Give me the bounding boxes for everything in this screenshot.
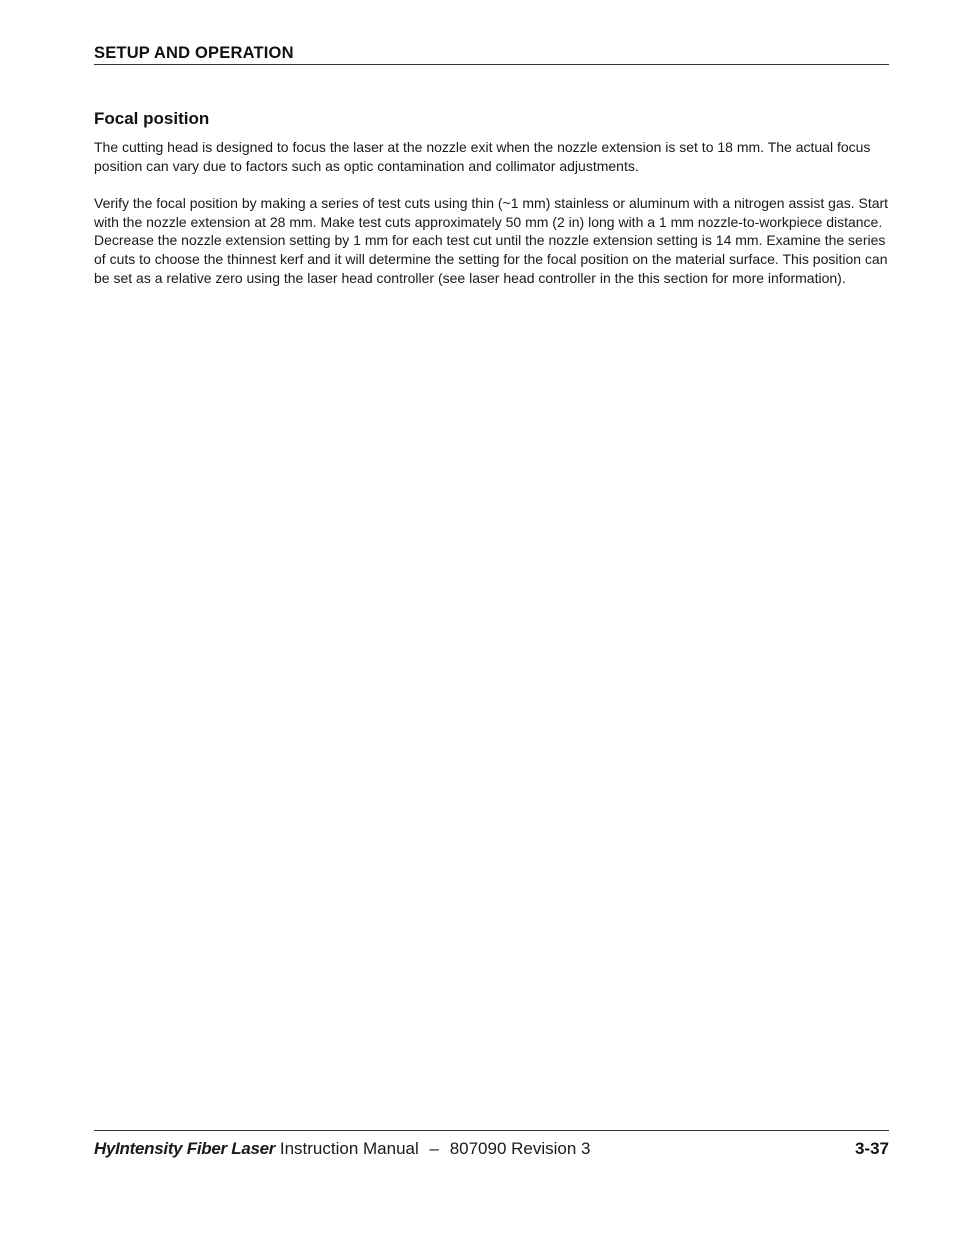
section-header-title: SETUP AND OPERATION (94, 44, 294, 62)
page-content (94, 108, 890, 306)
page-footer (94, 1130, 889, 1159)
page-number: 3-37 (854, 1139, 889, 1158)
footer-document-info (94, 1139, 591, 1159)
footer-manual-label: Instruction Manual (279, 1139, 419, 1158)
section-title: Focal position (94, 109, 210, 128)
footer-doc-number: 807090 Revision 3 (449, 1139, 591, 1158)
footer-separator: – (429, 1139, 439, 1158)
paragraph-intro: The cutting head is designed to focus the laser at the nozzle exit when the nozzle extension is set to 18 mm. The actual focus position can vary due to factors such as optic contamination and collimator adjustments. (94, 139, 871, 174)
page-header (94, 44, 889, 65)
footer-product-name: HyIntensity Fiber Laser (94, 1139, 276, 1158)
paragraph-procedure: Verify the focal position by making a series of test cuts using thin (~1 mm) stainless or aluminum with a nitrogen assist gas. Start with the nozzle extension at 28 mm. Make test cuts approximately 50 mm (2 in) long with a 1 mm nozzle-to-workpiece distance. Decrease the nozzle extension setting by 1 mm for each test cut until the nozzle extension setting is 14 mm. Examine the series of cuts to choose the thinnest kerf and it will determine the setting for the focal position on the material surface. This position can be set as a relative zero using the laser head controller (see laser head controller in the this section for more information). (94, 195, 889, 286)
